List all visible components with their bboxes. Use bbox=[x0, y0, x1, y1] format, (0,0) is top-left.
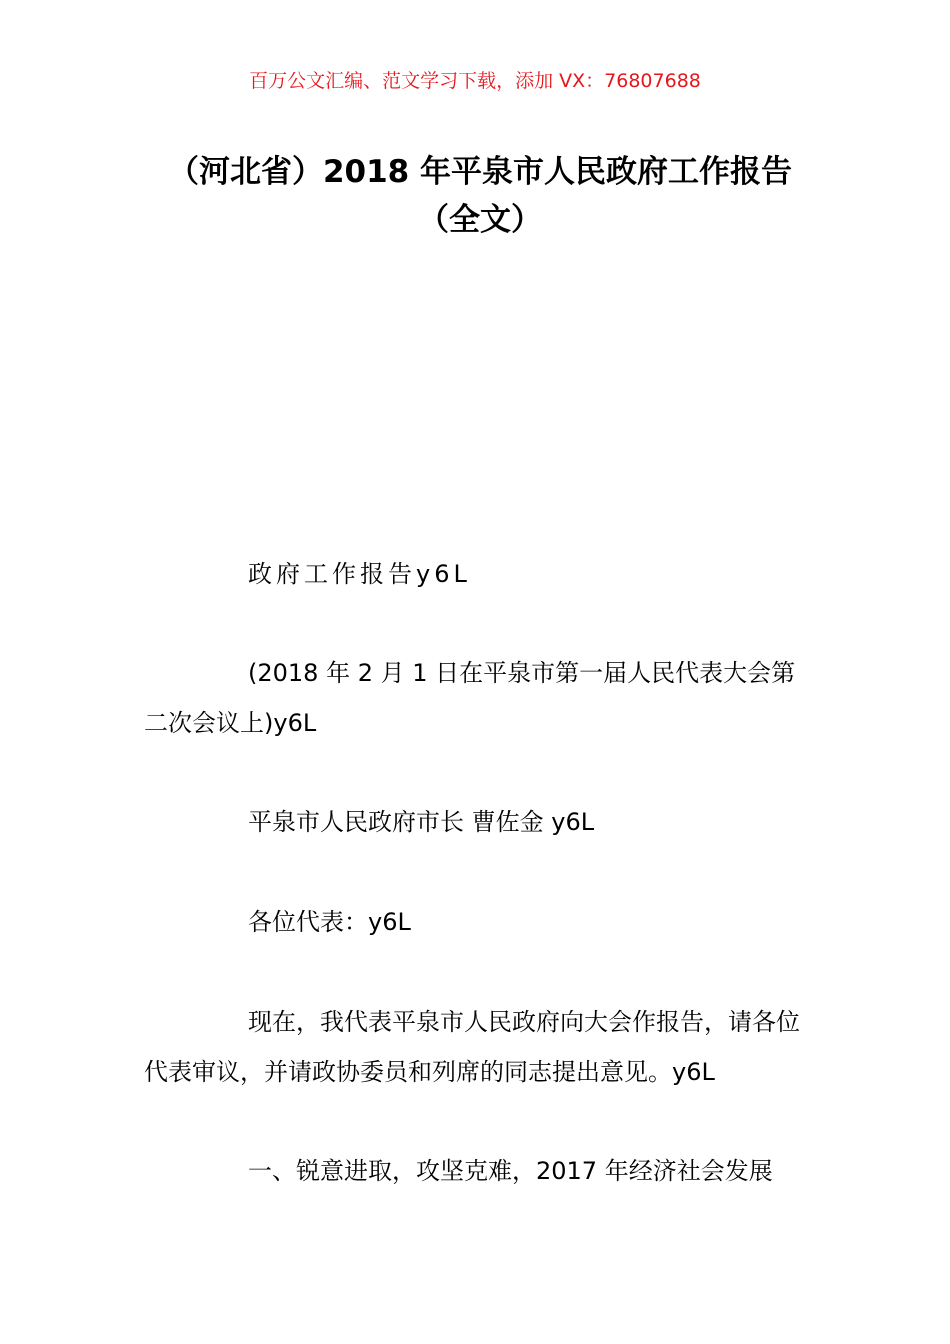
header-download-note: 百万公文汇编、范文学习下载，添加 VX：76807688 bbox=[249, 70, 701, 92]
report-heading: 政府工作报告y6L bbox=[248, 560, 471, 588]
author-line: 平泉市人民政府市长 曹佐金 y6L bbox=[248, 808, 595, 836]
section-heading-1: 一、锐意进取，攻坚克难，2017 年经济社会发展 bbox=[248, 1157, 773, 1185]
opening-paragraph: 现在，我代表平泉市人民政府向大会作报告，请各位代表审议，并请政协委员和列席的同志提出意见。y6L bbox=[144, 1008, 800, 1086]
salutation: 各位代表：y6L bbox=[248, 908, 411, 936]
document-title: （河北省）2018 年平泉市人民政府工作报告（全文） bbox=[167, 154, 793, 238]
meeting-info-paragraph: (2018 年 2 月 1 日在平泉市第一届人民代表大会第二次会议上)y6L bbox=[144, 659, 796, 737]
